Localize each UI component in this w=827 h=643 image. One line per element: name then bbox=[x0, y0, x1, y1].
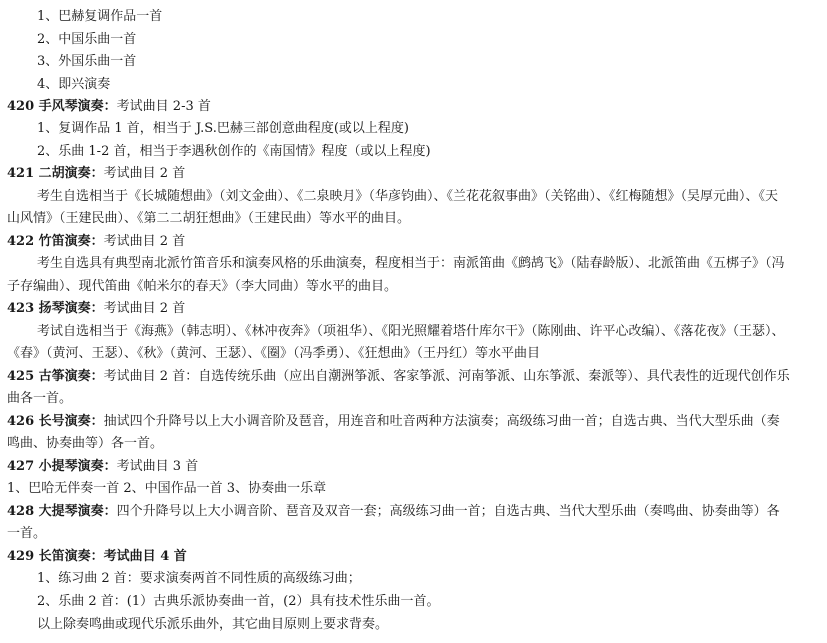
paragraph-line: 考生自选相当于《长城随想曲》（刘文金曲）、《二泉映月》（华彦钧曲）、《兰花花叙事曲》（关铭曲）、《红梅随想》（吴厚元曲）、《天 bbox=[37, 189, 779, 204]
paragraph-line: 《春》（黄河、王瑟）、《秋》（黄河、王瑟）、《圈》（冯季勇）、《狂想曲》（王丹红）等水平曲目 bbox=[7, 346, 541, 361]
section-heading-425 bbox=[7, 366, 790, 388]
section-title: 422 竹笛演奏： bbox=[7, 234, 104, 249]
section-title: 425 古筝演奏： bbox=[7, 369, 104, 384]
list-item: 1、巴哈无伴奏一首 2、中国作品一首 3、协奏曲一乐章 bbox=[7, 481, 327, 496]
list-item: 1、复调作品 1 首，相当于 J.S.巴赫三部创意曲程度(或以上程度) bbox=[37, 121, 409, 136]
section-title: 421 二胡演奏： bbox=[7, 166, 104, 181]
section-title: 420 手风琴演奏： bbox=[7, 99, 117, 114]
paragraph-line: 子存编曲）、现代笛曲《帕米尔的春天》（李大同曲）等水平的曲目。 bbox=[7, 279, 398, 294]
list-item: 4、即兴演奏 bbox=[37, 77, 111, 92]
section-heading-426 bbox=[7, 411, 780, 433]
paragraph-line: 一首。 bbox=[7, 526, 47, 541]
list-item: 2、乐曲 2 首：(1）古典乐派协奏曲一首，(2）具有技术性乐曲一首。 bbox=[37, 594, 440, 609]
list-item: 1、练习曲 2 首：要求演奏两首不同性质的高级练习曲； bbox=[37, 571, 361, 586]
section-desc: 考试曲目 2 首 bbox=[103, 166, 186, 181]
paragraph-line: 考试自选相当于《海燕》（韩志明）、《林冲夜奔》（项祖华）、《阳光照耀着塔什库尔干》（陈刚曲、许平心改编）、《落花夜》（王瑟）、 bbox=[37, 324, 785, 339]
paragraph-line: 以上除奏鸣曲或现代乐派乐曲外，其它曲目原则上要求背奏。 bbox=[37, 617, 389, 632]
paragraph-line: 山风情》（王建民曲）、《第二二胡狂想曲》（王建民曲）等水平的曲目。 bbox=[7, 211, 411, 226]
section-heading-428 bbox=[7, 501, 780, 523]
section-heading-420 bbox=[7, 96, 211, 118]
section-desc: 考试曲目 2 首 bbox=[103, 234, 186, 249]
section-title: 426 长号演奏： bbox=[7, 414, 104, 429]
section-title: 428 大提琴演奏： bbox=[7, 504, 117, 519]
paragraph-line: 曲各一首。 bbox=[7, 391, 73, 406]
section-desc: 四个升降号以上大小调音阶、琶音及双音一套；高级练习曲一首；自选古典、当代大型乐曲（奏鸣曲、协奏曲等）各 bbox=[116, 504, 780, 519]
paragraph-line: 考生自选具有典型南北派竹笛音乐和演奏风格的乐曲演奏，程度相当于：南派笛曲《鹧鸪飞》（陆春龄版）、北派笛曲《五梆子》（冯 bbox=[37, 256, 785, 271]
section-heading-422 bbox=[7, 231, 185, 253]
section-heading-421 bbox=[7, 163, 185, 185]
section-desc: 抽试四个升降号以上大小调音阶及琶音，用连音和吐音两种方法演奏；高级练习曲一首；自选古典、当代大型乐曲（奏 bbox=[103, 414, 780, 429]
section-desc: 考试曲目 2 首：自选传统乐曲（应出自潮洲筝派、客家筝派、河南筝派、山东筝派、秦派等）、具代表性的近现代创作乐 bbox=[103, 369, 790, 384]
list-item: 3、外国乐曲一首 bbox=[37, 54, 137, 69]
section-desc: 考试曲目 2-3 首 bbox=[116, 99, 211, 114]
list-item: 2、中国乐曲一首 bbox=[37, 32, 137, 47]
section-heading-423 bbox=[7, 298, 185, 320]
section-desc: 考试曲目 2 首 bbox=[103, 301, 186, 316]
list-item: 2、乐曲 1-2 首，相当于李遇秋创作的《南国情》程度（或以上程度) bbox=[37, 144, 431, 159]
section-desc: 考试曲目 3 首 bbox=[116, 459, 199, 474]
section-title: 427 小提琴演奏： bbox=[7, 459, 117, 474]
section-heading-429: 429 长笛演奏：考试曲目 4 首 bbox=[7, 549, 187, 564]
paragraph-line: 鸣曲、协奏曲等）各一首。 bbox=[7, 436, 164, 451]
section-title: 423 扬琴演奏： bbox=[7, 301, 104, 316]
list-item: 1、巴赫复调作品一首 bbox=[37, 9, 163, 24]
section-heading-427 bbox=[7, 456, 198, 478]
